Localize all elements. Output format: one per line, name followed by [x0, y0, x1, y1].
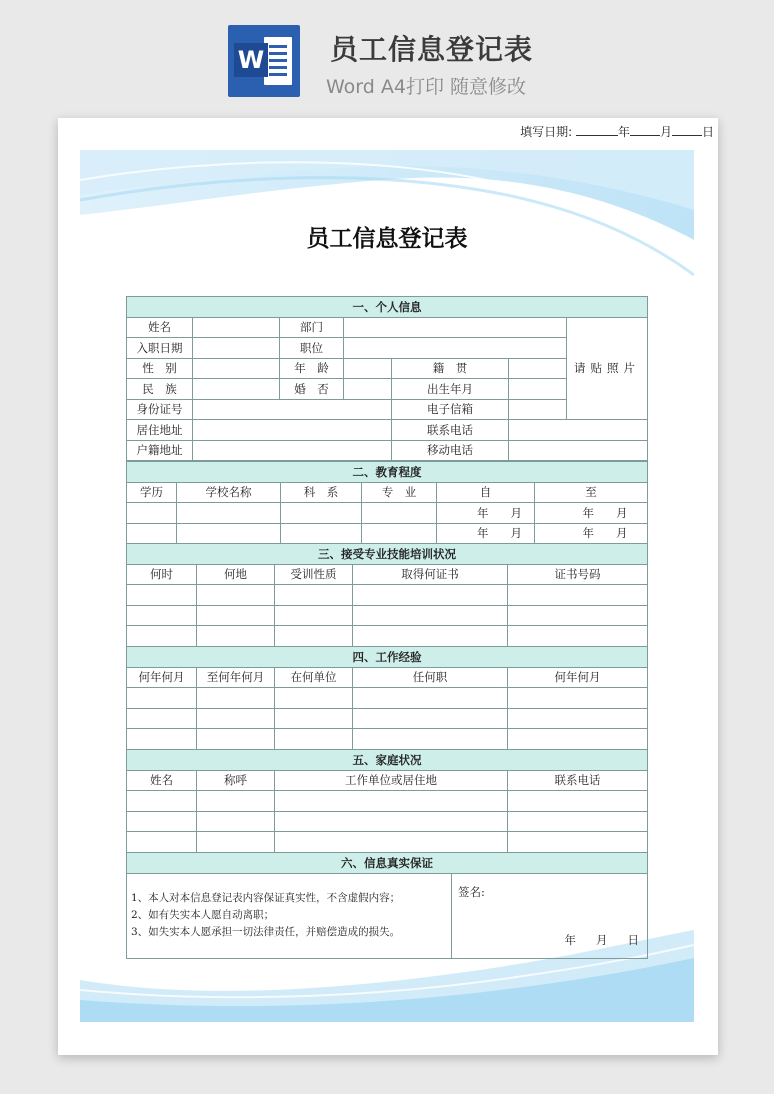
- field-ethnicity[interactable]: [193, 379, 280, 400]
- label-email: 电子信箱: [392, 399, 509, 420]
- month-blank[interactable]: [630, 124, 660, 136]
- field-marital[interactable]: [344, 379, 392, 400]
- page-lines-icon: [264, 37, 292, 85]
- field-dept[interactable]: [344, 317, 567, 338]
- field-phone[interactable]: [509, 420, 648, 441]
- section-family: 五、家庭状况: [127, 750, 648, 771]
- edu-to-date[interactable]: 年 月: [535, 523, 648, 544]
- fill-date: 填写日期: 年 月 日: [520, 125, 714, 139]
- field-age[interactable]: [344, 358, 392, 379]
- photo-area[interactable]: 请贴照片: [567, 317, 648, 420]
- training-table: [126, 543, 648, 647]
- family-col-phone: 联系电话: [508, 770, 648, 791]
- work-row: [127, 688, 648, 709]
- family-col-workplace: 工作单位或居住地: [275, 770, 508, 791]
- train-col-when: 何时: [127, 564, 197, 585]
- label-age: 年 龄: [280, 358, 344, 379]
- section-pledge: 六、信息真实保证: [127, 853, 648, 874]
- document-title: 员工信息登记表: [306, 226, 468, 252]
- personal-education-table: [126, 296, 648, 461]
- work-col-to: 至何年何月: [197, 667, 275, 688]
- label-address: 居住地址: [127, 420, 193, 441]
- signature-label: 签名:: [458, 884, 485, 899]
- section-work: 四、工作经验: [127, 647, 648, 668]
- family-col-name: 姓名: [127, 770, 197, 791]
- field-address[interactable]: [193, 420, 392, 441]
- signature-area[interactable]: [452, 873, 648, 958]
- family-row: [127, 811, 648, 832]
- field-join-date[interactable]: [193, 338, 280, 359]
- pledge-line-3: 3、如失实本人愿承担一切法律责任，并赔偿造成的损失。: [131, 926, 401, 938]
- work-col-employer: 在何单位: [275, 667, 353, 688]
- day-blank[interactable]: [672, 124, 702, 136]
- work-row: [127, 729, 648, 750]
- label-household: 户籍地址: [127, 440, 193, 461]
- year-blank[interactable]: [576, 124, 618, 136]
- work-col-date: 何年何月: [508, 667, 648, 688]
- label-ethnicity: 民 族: [127, 379, 193, 400]
- train-col-type: 受训性质: [275, 564, 353, 585]
- family-table: [126, 749, 648, 853]
- label-mobile: 移动电话: [392, 440, 509, 461]
- top-wave-decoration: [80, 150, 694, 280]
- field-name[interactable]: [193, 317, 280, 338]
- train-col-certificate: 取得何证书: [353, 564, 508, 585]
- edu-from-date[interactable]: 年 月: [437, 503, 535, 524]
- pledge-table: [126, 852, 648, 959]
- train-row: [127, 605, 648, 626]
- label-origin: 籍 贯: [392, 358, 509, 379]
- section-personal: 一、个人信息: [127, 297, 648, 318]
- edu-col-school: 学校名称: [177, 482, 281, 503]
- train-row: [127, 585, 648, 606]
- label-join-date: 入职日期: [127, 338, 193, 359]
- work-col-title: 任何职: [353, 667, 508, 688]
- field-household[interactable]: [193, 440, 392, 461]
- family-row: [127, 832, 648, 853]
- work-row: [127, 708, 648, 729]
- field-origin[interactable]: [509, 358, 567, 379]
- word-letter: W: [234, 43, 268, 77]
- field-email[interactable]: [509, 399, 567, 420]
- field-gender[interactable]: [193, 358, 280, 379]
- train-col-where: 何地: [197, 564, 275, 585]
- work-table: [126, 646, 648, 750]
- family-col-relation: 称呼: [197, 770, 275, 791]
- pledge-text: [127, 873, 452, 958]
- education-table: [126, 461, 648, 544]
- edu-col-department: 科 系: [281, 482, 362, 503]
- label-marital: 婚 否: [280, 379, 344, 400]
- label-dept: 部门: [280, 317, 344, 338]
- pledge-line-1: 1、本人对本信息登记表内容保证真实性，不含虚假内容；: [131, 892, 401, 904]
- word-icon: [228, 25, 300, 97]
- edu-row: [127, 503, 648, 524]
- edu-col-degree: 学历: [127, 482, 177, 503]
- banner-title: 员工信息登记表: [330, 33, 534, 66]
- edu-to-date[interactable]: 年 月: [535, 503, 648, 524]
- edu-col-major: 专 业: [362, 482, 437, 503]
- family-row: [127, 791, 648, 812]
- label-id-number: 身份证号: [127, 399, 193, 420]
- train-row: [127, 626, 648, 647]
- signature-date: 年 月 日: [564, 932, 639, 947]
- edu-row: [127, 523, 648, 544]
- label-birth: 出生年月: [392, 379, 509, 400]
- field-birth[interactable]: [509, 379, 567, 400]
- edu-col-to: 至: [535, 482, 648, 503]
- section-education: 二、教育程度: [127, 462, 648, 483]
- label-gender: 性 别: [127, 358, 193, 379]
- pledge-line-2: 2、如有失实本人愿自动离职；: [131, 909, 275, 921]
- edu-col-from: 自: [437, 482, 535, 503]
- field-mobile[interactable]: [509, 440, 648, 461]
- banner-subtitle: Word A4打印 随意修改: [326, 76, 527, 98]
- label-name: 姓名: [127, 317, 193, 338]
- label-phone: 联系电话: [392, 420, 509, 441]
- field-id-number[interactable]: [193, 399, 392, 420]
- label-position: 职位: [280, 338, 344, 359]
- field-position[interactable]: [344, 338, 567, 359]
- section-training: 三、接受专业技能培训状况: [127, 544, 648, 565]
- work-col-from: 何年何月: [127, 667, 197, 688]
- edu-from-date[interactable]: 年 月: [437, 523, 535, 544]
- train-col-cert-number: 证书号码: [508, 564, 648, 585]
